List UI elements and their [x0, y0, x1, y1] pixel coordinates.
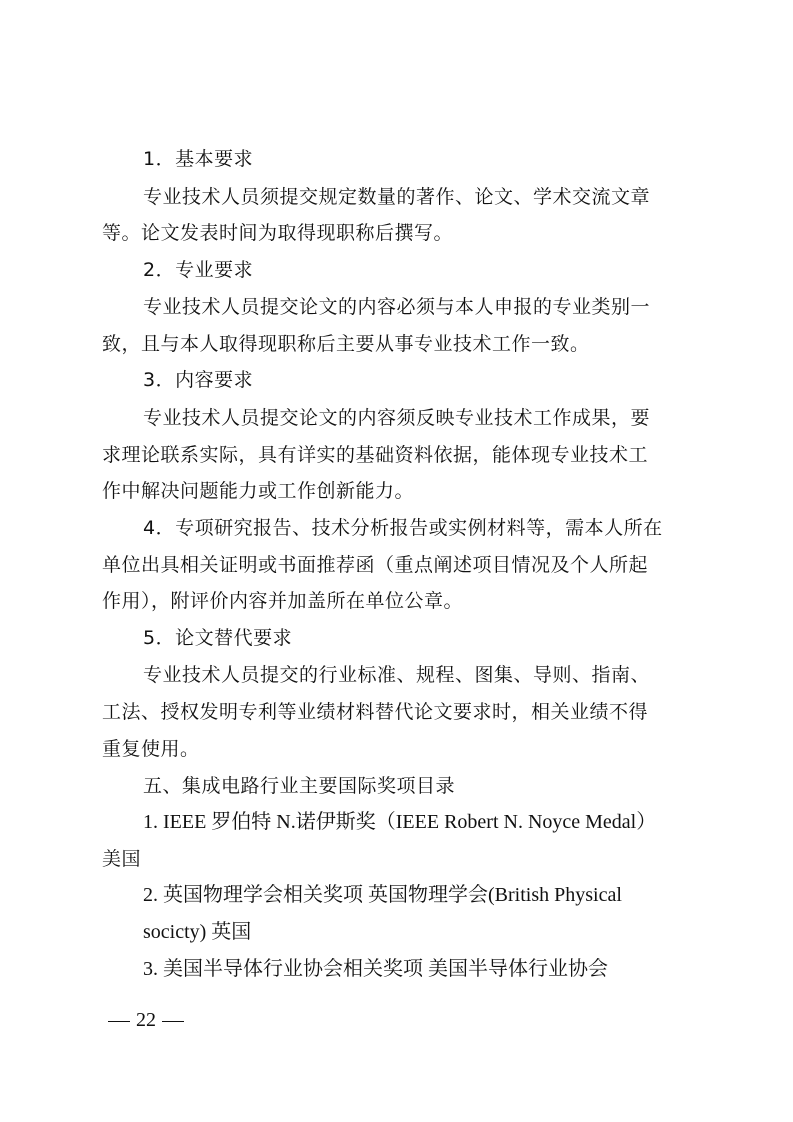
award-item: 2. 英国物理学会相关奖项 英国物理学会(British Physical — [143, 884, 622, 906]
page-number-dash-left — [108, 1021, 130, 1022]
award-country: 美国 — [102, 848, 142, 870]
page-number-text: 22 — [136, 1009, 156, 1031]
heading-content-requirements: 3．内容要求 — [143, 369, 254, 391]
section-heading-awards: 五、集成电路行业主要国际奖项目录 — [143, 775, 456, 797]
paragraph-line: 重复使用。 — [102, 738, 200, 760]
heading-professional-requirements: 2．专业要求 — [143, 259, 254, 281]
page-number-dash-right — [162, 1021, 184, 1022]
award-item: 1. IEEE 罗伯特 N.诺伊斯奖（IEEE Robert N. Noyce Medal） — [143, 811, 657, 833]
award-item: 3. 美国半导体行业协会相关奖项 美国半导体行业协会 — [143, 958, 608, 980]
paragraph-line: 作中解决问题能力或工作创新能力。 — [102, 480, 415, 502]
heading-basic-requirements: 1．基本要求 — [143, 148, 254, 170]
heading-thesis-substitution: 5．论文替代要求 — [143, 627, 293, 649]
paragraph-line: 专业技术人员提交论文的内容须反映专业技术工作成果，要 — [143, 407, 651, 429]
paragraph-line: 作用），附评价内容并加盖所在单位公章。 — [102, 590, 464, 612]
paragraph-line: 工法、授权发明专利等业绩材料替代论文要求时，相关业绩不得 — [102, 701, 649, 723]
paragraph-line: 求理论联系实际，具有详实的基础资料依据，能体现专业技术工 — [102, 444, 649, 466]
award-item-continued: socicty) 英国 — [143, 921, 252, 943]
paragraph-line: 专业技术人员提交论文的内容必须与本人申报的专业类别一 — [143, 296, 651, 318]
paragraph-line: 4．专项研究报告、技术分析报告或实例材料等，需本人所在 — [143, 517, 663, 539]
page-number — [102, 1008, 190, 1032]
paragraph-line: 专业技术人员须提交规定数量的著作、论文、学术交流文章 — [143, 186, 651, 208]
paragraph-line: 专业技术人员提交的行业标准、规程、图集、导则、指南、 — [143, 664, 651, 686]
paragraph-line: 致，且与本人取得现职称后主要从事专业技术工作一致。 — [102, 333, 590, 355]
paragraph-line: 等。论文发表时间为取得现职称后撰写。 — [102, 222, 454, 244]
paragraph-line: 单位出具相关证明或书面推荐函（重点阐述项目情况及个人所起 — [102, 554, 649, 576]
